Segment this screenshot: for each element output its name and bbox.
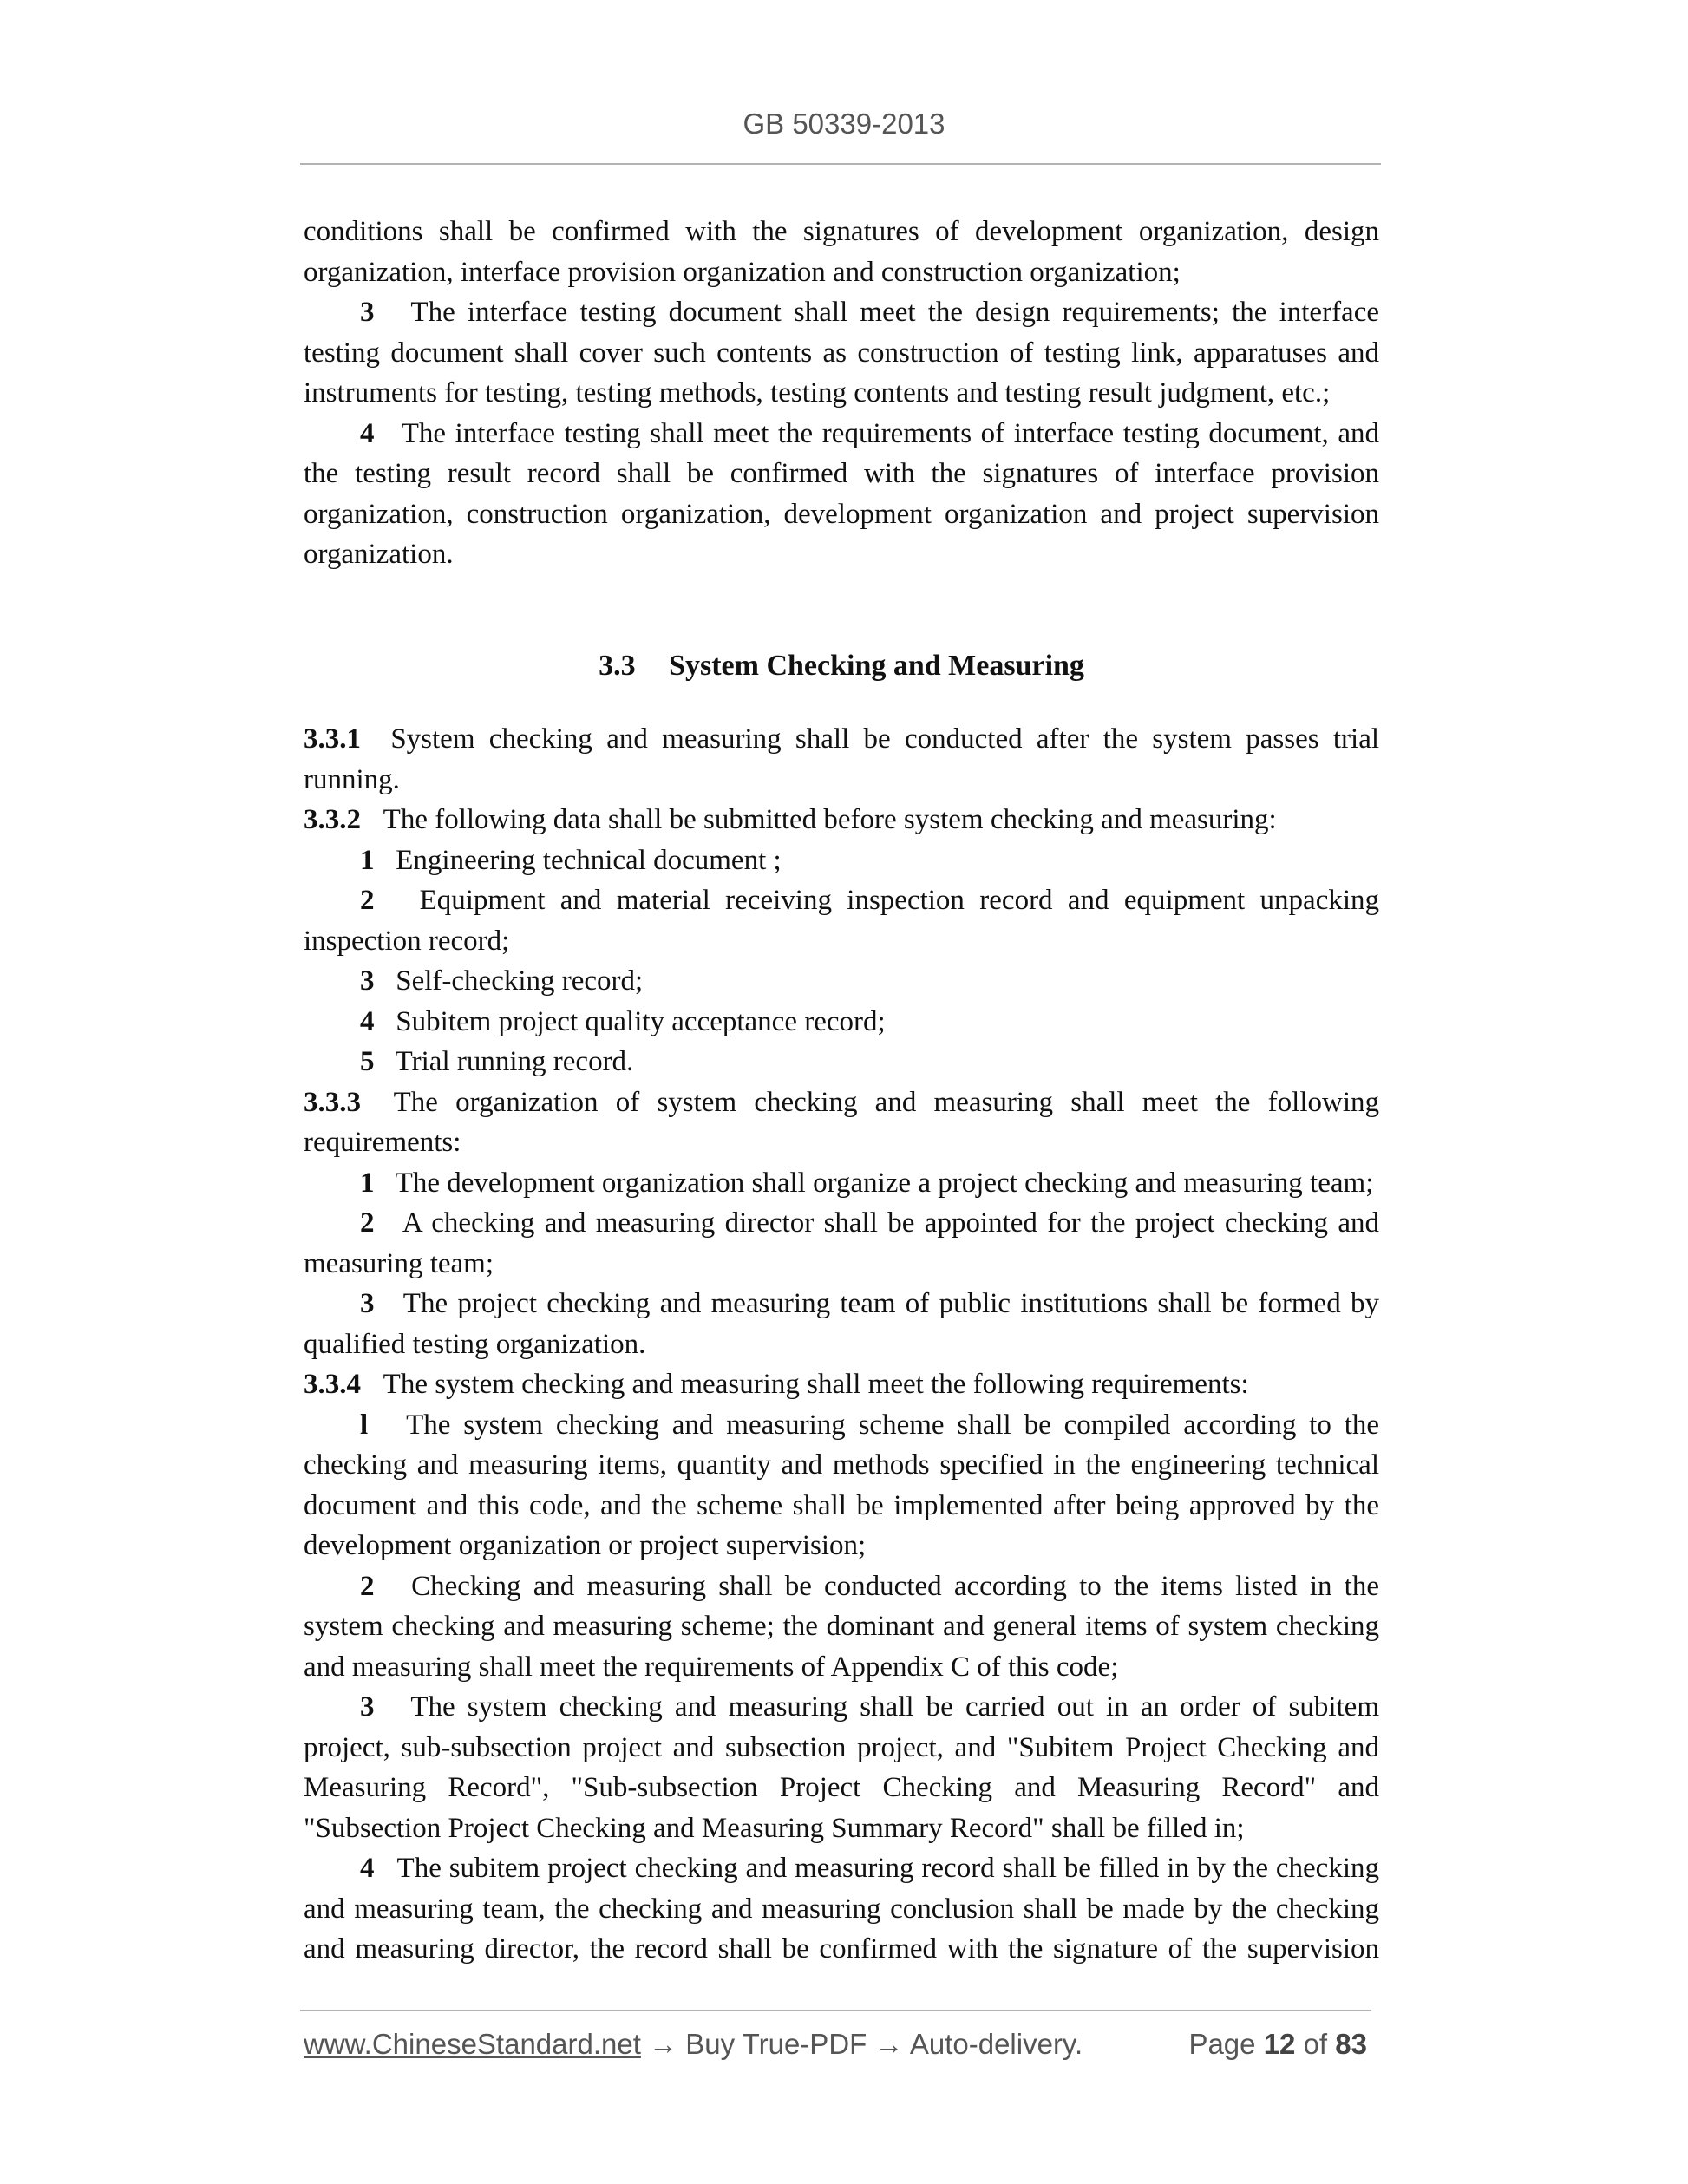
item-number: 3: [360, 297, 375, 328]
section-heading: [304, 646, 1379, 687]
page-header: [0, 108, 1688, 141]
item-text: The interface testing document shall meet the design requirements; the interface testing document shall cover such contents as construction of testing link, apparatuses and instruments for testing, testing methods, testing contents and testing result judgment, etc.;: [304, 297, 1379, 409]
item-number: 2: [360, 885, 375, 916]
item-text: The development organization shall organize a project checking and measuring team;: [395, 1167, 1374, 1199]
item-number: 1: [360, 844, 375, 876]
item-text: The project checking and measuring team of public institutions shall be formed by qualified testing organization.: [304, 1288, 1379, 1360]
clause: [304, 1364, 1379, 1405]
list-item: [304, 1042, 1379, 1082]
item-text: Engineering technical document ;: [396, 844, 782, 876]
item-number: 3: [360, 965, 375, 997]
list-item: [304, 1566, 1379, 1688]
total-pages: 83: [1335, 2028, 1367, 2060]
item-number: 5: [360, 1046, 375, 1077]
item-text: Self-checking record;: [396, 965, 644, 997]
clause: [304, 719, 1379, 800]
clause-text: The system checking and measuring shall meet the following requirements:: [383, 1369, 1249, 1400]
item-text: Equipment and material receiving inspection record and equipment unpacking inspection record;: [304, 885, 1380, 957]
clause-text: System checking and measuring shall be conducted after the system passes trial running.: [304, 723, 1380, 795]
page-indicator: [1188, 2028, 1367, 2061]
clause: [304, 1082, 1379, 1163]
item-text: The subitem project checking and measuring record shall be filled in by the checking and measuring team, the checking and measuring conclusion shall be made by the checking and measuring director, the record shall be confirmed with the signature of the supervision: [304, 1853, 1379, 1965]
page-body: [304, 212, 1379, 1970]
of-label: of: [1303, 2028, 1328, 2060]
list-item: [304, 1002, 1379, 1043]
header-rule: [300, 163, 1381, 165]
item-number: 3: [360, 1691, 375, 1723]
section-title: System Checking and Measuring: [669, 649, 1084, 682]
page-footer: [304, 2028, 1371, 2066]
paragraph: conditions shall be confirmed with the signatures of development organization, design organization, interface provision organization and construction organization;: [304, 216, 1379, 288]
list-item: [304, 1848, 1379, 1970]
item-text: A checking and measuring director shall be appointed for the project checking and measuring team;: [304, 1207, 1379, 1279]
item-text: Trial running record.: [395, 1046, 634, 1077]
list-item: [304, 880, 1379, 961]
clause: [304, 800, 1379, 840]
list-item: [304, 961, 1379, 1002]
list-item: [304, 1687, 1379, 1848]
clause-number: 3.3.3: [304, 1086, 361, 1118]
list-item: [304, 1284, 1379, 1364]
item-number: 4: [360, 1005, 375, 1037]
item-text: The interface testing shall meet the requirements of interface testing document, and the testing result record shall be confirmed with the signatures of interface provision organization, construction organization, development organization and project supervision organization.: [304, 417, 1379, 570]
footer-rule: [300, 2010, 1371, 2011]
list-item: [304, 292, 1379, 414]
list-item: [304, 840, 1379, 881]
buy-text: Buy True-PDF: [685, 2028, 867, 2060]
clause-text: The following data shall be submitted before system checking and measuring:: [383, 804, 1277, 835]
arrow-right-icon: →: [649, 2028, 678, 2060]
footer-promo: [304, 2028, 1083, 2061]
list-item: [304, 414, 1379, 575]
item-number: 3: [360, 1288, 375, 1319]
clause-text: The organization of system checking and measuring shall meet the following requirements:: [304, 1086, 1380, 1158]
list-item: [304, 1203, 1379, 1284]
item-number: 4: [360, 417, 375, 449]
item-number: 2: [360, 1207, 375, 1239]
item-number: l: [360, 1409, 369, 1441]
item-number: 2: [360, 1570, 375, 1602]
item-text: The system checking and measuring shall be carried out in an order of subitem project, sub-subsection project and subsection project, and "Subitem Project Checking and Measuring Record", "Sub-subsection Project Checking and Measuring Record" and "Subsection Project Checking and Measuring Summary Record" shall be filled in;: [304, 1691, 1379, 1844]
arrow-right-icon: →: [874, 2028, 904, 2060]
item-text: Subitem project quality acceptance record;: [396, 1005, 886, 1037]
list-item: [304, 1163, 1379, 1204]
item-number: 4: [360, 1853, 375, 1884]
clause-number: 3.3.1: [304, 723, 361, 755]
site-link[interactable]: www.ChineseStandard.net: [304, 2028, 641, 2060]
clause-number: 3.3.4: [304, 1369, 361, 1400]
list-item: [304, 1405, 1379, 1566]
delivery-text: Auto-delivery.: [909, 2028, 1083, 2060]
section-number: 3.3: [599, 649, 636, 682]
standard-number: GB 50339-2013: [743, 108, 945, 140]
page-label: Page: [1188, 2028, 1256, 2060]
item-number: 1: [360, 1167, 375, 1199]
current-page: 12: [1263, 2028, 1296, 2060]
item-text: Checking and measuring shall be conducted according to the items listed in the system checking and measuring scheme; the dominant and general items of system checking and measuring shall meet the requirements of Appendix C of this code;: [304, 1570, 1379, 1683]
item-text: The system checking and measuring scheme shall be compiled according to the checking and measuring items, quantity and methods specified in the engineering technical document and this code, and the scheme shall be implemented after being approved by the development organization or project supervision;: [304, 1409, 1380, 1561]
clause-number: 3.3.2: [304, 804, 361, 835]
